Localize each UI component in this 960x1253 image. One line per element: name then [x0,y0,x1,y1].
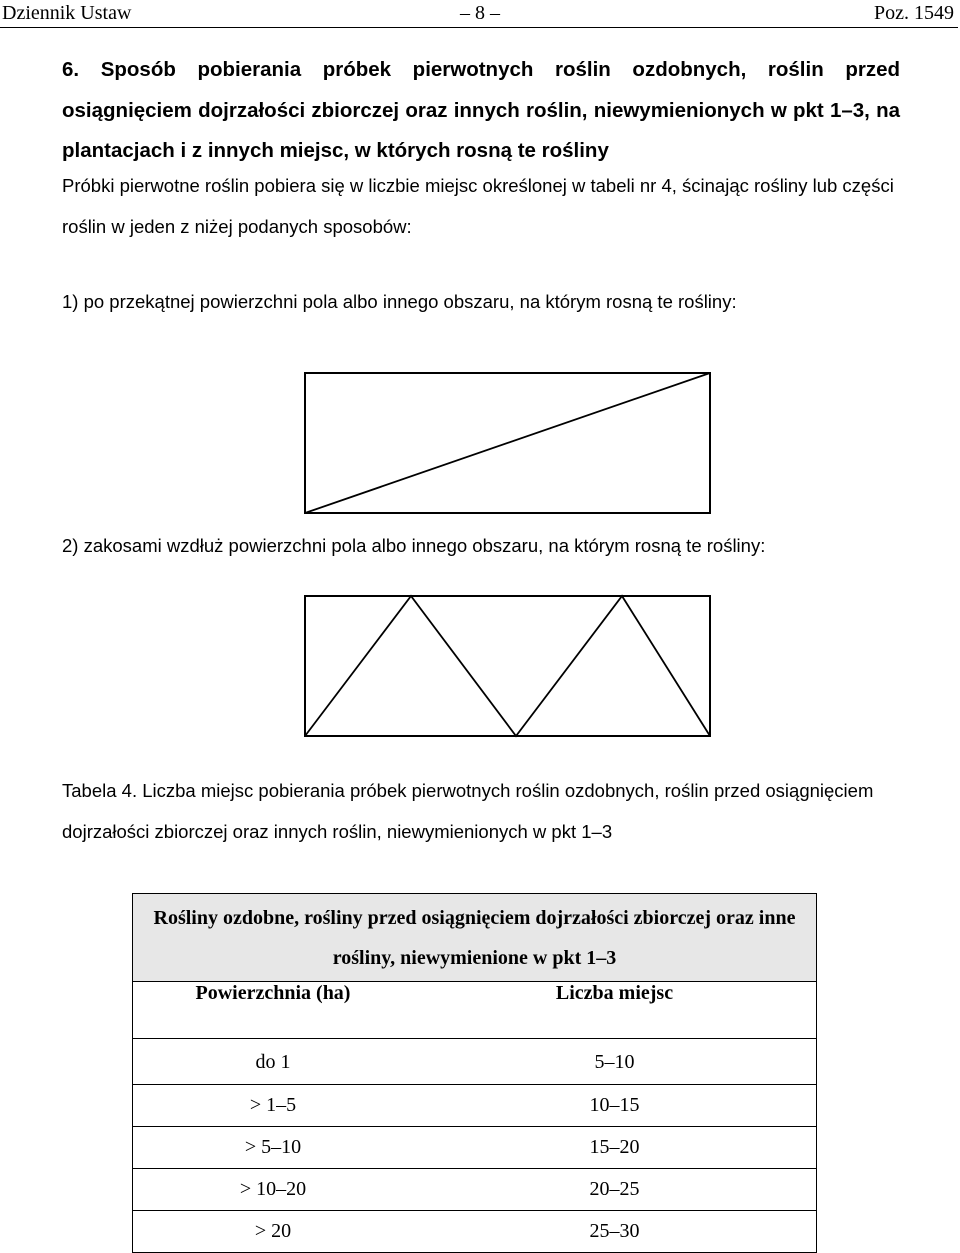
cell-area: do 1 [133,1039,414,1085]
header-rule [0,27,958,28]
position-number: Poz. 1549 [874,2,954,24]
zigzag-line [305,596,710,736]
column-header-count: Liczba miejsc [413,982,817,1039]
cell-count: 10–15 [413,1085,817,1127]
journal-name: Dziennik Ustaw [2,2,132,24]
zigzag-field-outline [305,596,710,736]
cell-area: > 10–20 [133,1169,414,1211]
table-title-row [133,894,817,982]
cell-count: 20–25 [413,1169,817,1211]
section-intro: Próbki pierwotne roślin pobiera się w liczbie miejsc określonej w tabeli nr 4, ścinając rośliny lub części roślin w jeden z niżej podanych sposobów: [62,175,894,237]
table-row [133,1127,817,1169]
table-row [133,1211,817,1253]
cell-count: 5–10 [413,1039,817,1085]
diagonal-diagram [304,370,712,515]
sampling-table [132,893,817,1253]
page-number: – 8 – [460,2,500,24]
zigzag-diagram [304,594,714,739]
cell-count: 15–20 [413,1127,817,1169]
cell-count: 25–30 [413,1211,817,1253]
cell-area: > 5–10 [133,1127,414,1169]
table-title: Rośliny ozdobne, rośliny przed osiągnięciem dojrzałości zbiorczej oraz inne rośliny, niewymienione w pkt 1–3 [133,894,817,982]
table-row [133,1085,817,1127]
table-row [133,1169,817,1211]
section-heading: 6. Sposób pobierania próbek pierwotnych roślin ozdobnych, roślin przed osiągnięciem dojrzałości zbiorczej oraz innych roślin, niewymienionych w pkt 1–3, na plantacjach i z innych miejsc, w których rosną te rośliny [62,58,900,162]
table-header-row [133,982,817,1039]
method-2-text: 2) zakosami wzdłuż powierzchni pola albo innego obszaru, na którym rosną te rośliny: [62,535,766,556]
column-header-area: Powierzchnia (ha) [133,982,414,1039]
page-header [0,0,960,30]
diagonal-line [305,373,710,513]
method-1-text: 1) po przekątnej powierzchni pola albo innego obszaru, na którym rosną te rośliny: [62,291,737,312]
cell-area: > 1–5 [133,1085,414,1127]
cell-area: > 20 [133,1211,414,1253]
table-row [133,1039,817,1085]
table-caption: Tabela 4. Liczba miejsc pobierania próbek pierwotnych roślin ozdobnych, roślin przed osiągnięciem dojrzałości zbiorczej oraz innych roślin, niewymienionych w pkt 1–3 [62,780,874,842]
